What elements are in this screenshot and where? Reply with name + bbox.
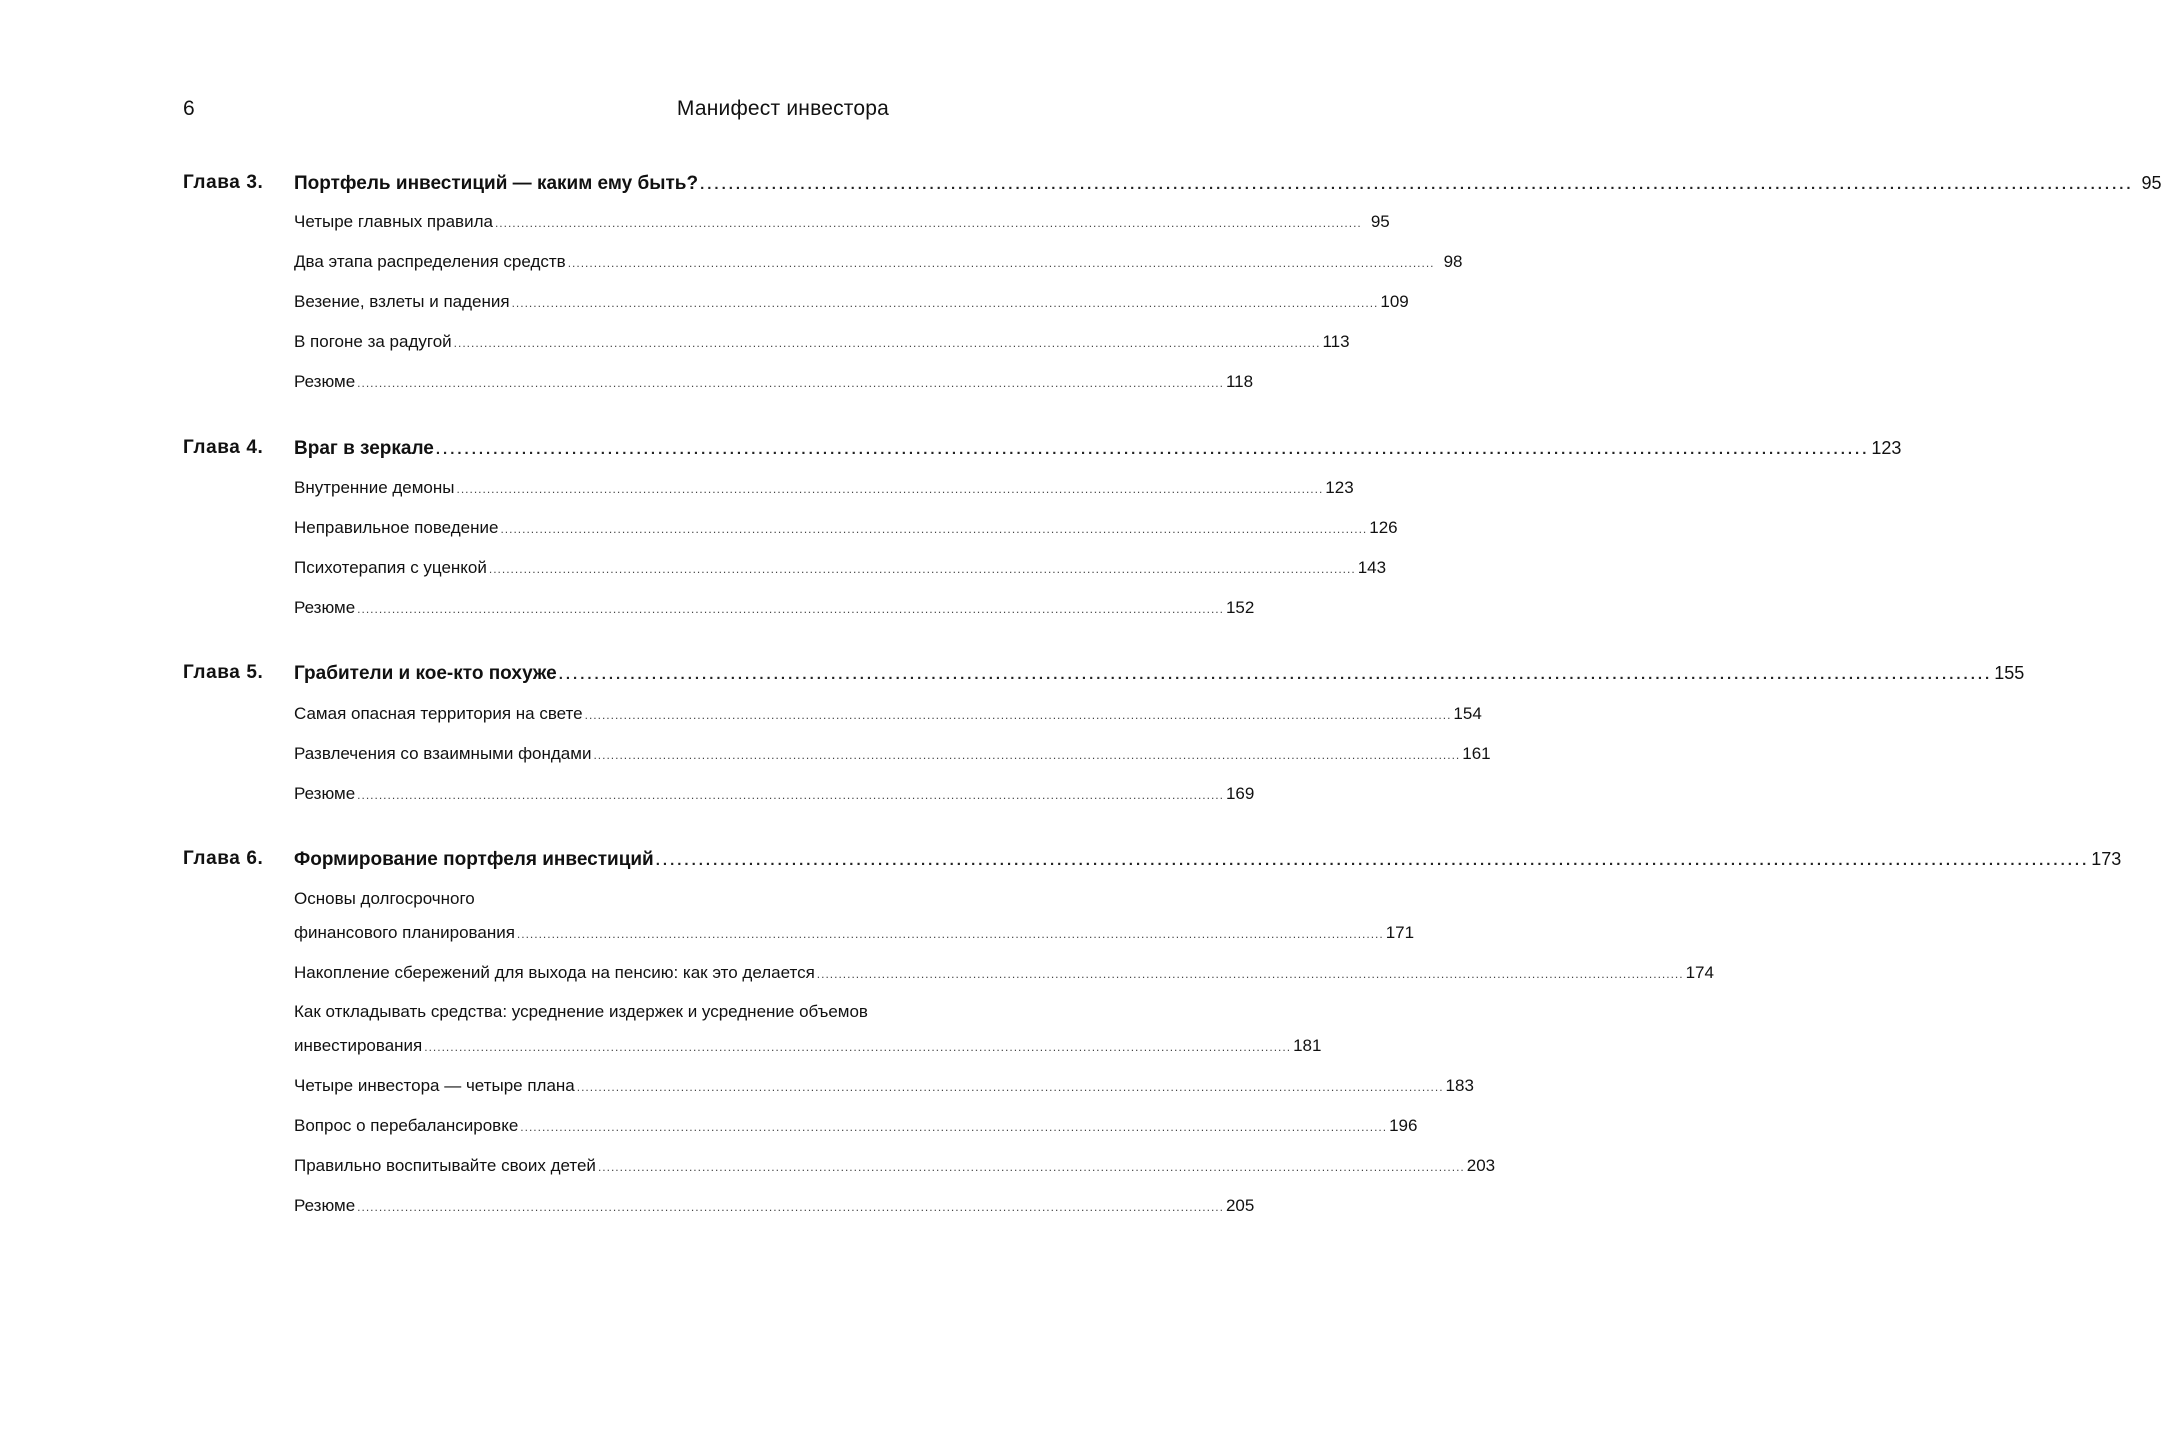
section-title: инвестирования	[294, 1036, 423, 1055]
leader-dots: ........................................................................................................................................................................................................	[500, 522, 1368, 536]
toc-entry[interactable]	[294, 289, 1409, 316]
page-ref: 123	[1325, 478, 1354, 497]
page-ref: 181	[1293, 1036, 1322, 1055]
leader-dots: ........................................................................................................................................................................................................	[435, 441, 1870, 458]
page-ref: 203	[1466, 1156, 1496, 1175]
leader-dots: ........................................................................................................................................................................................................	[494, 216, 1362, 230]
page-ref: 113	[1322, 332, 1350, 351]
leader-dots: ........................................................................................................................................................................................................	[816, 967, 1684, 981]
page-ref: 95	[2141, 173, 2162, 193]
leader-dots: ........................................................................................................................................................................................................	[558, 666, 1993, 683]
page-ref: 118	[1225, 372, 1254, 391]
page-ref: 155	[1994, 663, 2025, 683]
toc-entry[interactable]	[294, 741, 1491, 768]
leader-dots: ........................................................................................................................................................................................................	[357, 1200, 1224, 1214]
leader-dots: ........................................................................................................................................................................................................	[488, 562, 1356, 576]
leader-dots: ........................................................................................................................................................................................................	[576, 1080, 1444, 1094]
page-ref: 98	[1443, 252, 1463, 271]
page-ref: 183	[1445, 1076, 1474, 1095]
leader-dots: ........................................................................................................................................................................................................	[516, 927, 1384, 941]
chapter-label: Глава 5.	[183, 662, 264, 683]
page-ref: 174	[1685, 963, 1714, 982]
chapter-label: Глава 3.	[183, 172, 264, 193]
page-ref: 126	[1369, 518, 1398, 537]
section-title: Два этапа распределения средств	[294, 252, 566, 271]
leader-dots: ........................................................................................................................................................................................................	[357, 788, 1224, 802]
leader-dots: ........................................................................................................................................................................................................	[511, 296, 1379, 310]
page-ref: 171	[1385, 923, 1415, 942]
leader-dots: ........................................................................................................................................................................................................	[700, 176, 2134, 193]
chapter-entry[interactable]	[294, 170, 2162, 198]
page-ref: 152	[1225, 598, 1255, 617]
section-title: Четыре главных правила	[294, 212, 493, 231]
leader-dots: ........................................................................................................................................................................................................	[584, 708, 1452, 722]
section-title: Вопрос о перебалансировке	[294, 1116, 519, 1135]
section-title: Внутренние демоны	[294, 478, 455, 497]
section-title: Резюме	[294, 1196, 356, 1215]
section-title-first-line[interactable]: Как откладывать средства: усреднение издержек и усреднение объемов	[294, 1002, 868, 1021]
page-ref: 109	[1380, 292, 1409, 311]
toc-entry[interactable]	[294, 369, 1254, 396]
chapter-title: Враг в зеркале	[294, 438, 434, 459]
section-title: Развлечения со взаимными фондами	[294, 744, 592, 763]
leader-dots: ........................................................................................................................................................................................................	[453, 336, 1321, 350]
chapter-entry[interactable]	[294, 435, 1902, 463]
toc-entry[interactable]	[294, 1073, 1474, 1100]
leader-dots: ........................................................................................................................................................................................................	[357, 602, 1224, 616]
section-title: Самая опасная территория на свете	[294, 704, 583, 723]
page-ref: 143	[1357, 558, 1387, 577]
section-title: Накопление сбережений для выхода на пенсию: как это делается	[294, 963, 815, 982]
toc-entry[interactable]	[294, 1193, 1255, 1220]
chapter-title: Формирование портфеля инвестиций	[294, 849, 654, 870]
section-title: финансового планирования	[294, 923, 515, 942]
toc-entry[interactable]	[294, 1033, 1322, 1060]
toc-entry[interactable]	[294, 329, 1350, 356]
section-title: Резюме	[294, 598, 356, 617]
leader-dots: ........................................................................................................................................................................................................	[597, 1160, 1465, 1174]
leader-dots: ........................................................................................................................................................................................................	[593, 748, 1461, 762]
page-ref: 169	[1225, 784, 1255, 803]
page-ref: 95	[1370, 212, 1390, 231]
chapter-label: Глава 4.	[183, 437, 264, 458]
section-title: Правильно воспитывайте своих детей	[294, 1156, 596, 1175]
toc-entry[interactable]	[294, 920, 1415, 947]
toc-entry[interactable]	[294, 595, 1255, 622]
chapter-entry[interactable]	[294, 846, 2122, 874]
chapter-title: Портфель инвестиций — каким ему быть?	[294, 173, 699, 194]
page-ref: 123	[1871, 438, 1902, 458]
toc-entry[interactable]	[294, 249, 1463, 276]
leader-dots: ........................................................................................................................................................................................................	[567, 256, 1435, 270]
toc-entry[interactable]	[294, 701, 1482, 728]
page-ref: 161	[1462, 744, 1491, 763]
section-title: Резюме	[294, 372, 356, 391]
running-header-title: Манифест инвестора	[676, 97, 889, 120]
toc-entry[interactable]	[294, 555, 1387, 582]
toc-entry[interactable]	[294, 781, 1255, 808]
section-title: Неправильное поведение	[294, 518, 499, 537]
section-title: Везение, взлеты и падения	[294, 292, 510, 311]
leader-dots: ........................................................................................................................................................................................................	[655, 852, 2090, 869]
toc-entry[interactable]	[294, 475, 1354, 502]
section-title: В погоне за радугой	[294, 332, 452, 351]
section-title: Четыре инвестора — четыре плана	[294, 1076, 575, 1095]
toc-entry[interactable]	[294, 209, 1390, 236]
chapter-title: Грабители и кое-кто похуже	[294, 663, 557, 684]
chapter-label: Глава 6.	[183, 848, 264, 869]
page-ref: 173	[2091, 849, 2122, 869]
leader-dots: ........................................................................................................................................................................................................	[520, 1120, 1388, 1134]
toc-entry[interactable]	[294, 515, 1398, 542]
page-ref: 196	[1389, 1116, 1418, 1135]
leader-dots: ........................................................................................................................................................................................................	[456, 482, 1324, 496]
section-title-first-line[interactable]: Основы долгосрочного	[294, 889, 475, 908]
section-title: Резюме	[294, 784, 356, 803]
toc-entry[interactable]	[294, 1153, 1496, 1180]
page-ref: 154	[1453, 704, 1482, 723]
toc-entry[interactable]	[294, 1113, 1418, 1140]
page-number: 6	[183, 97, 195, 120]
toc-entry[interactable]	[294, 960, 1714, 987]
page-ref: 205	[1225, 1196, 1255, 1215]
leader-dots: ........................................................................................................................................................................................................	[424, 1040, 1292, 1054]
leader-dots: ........................................................................................................................................................................................................	[357, 376, 1224, 390]
chapter-entry[interactable]	[294, 660, 2025, 688]
section-title: Психотерапия с уценкой	[294, 558, 487, 577]
